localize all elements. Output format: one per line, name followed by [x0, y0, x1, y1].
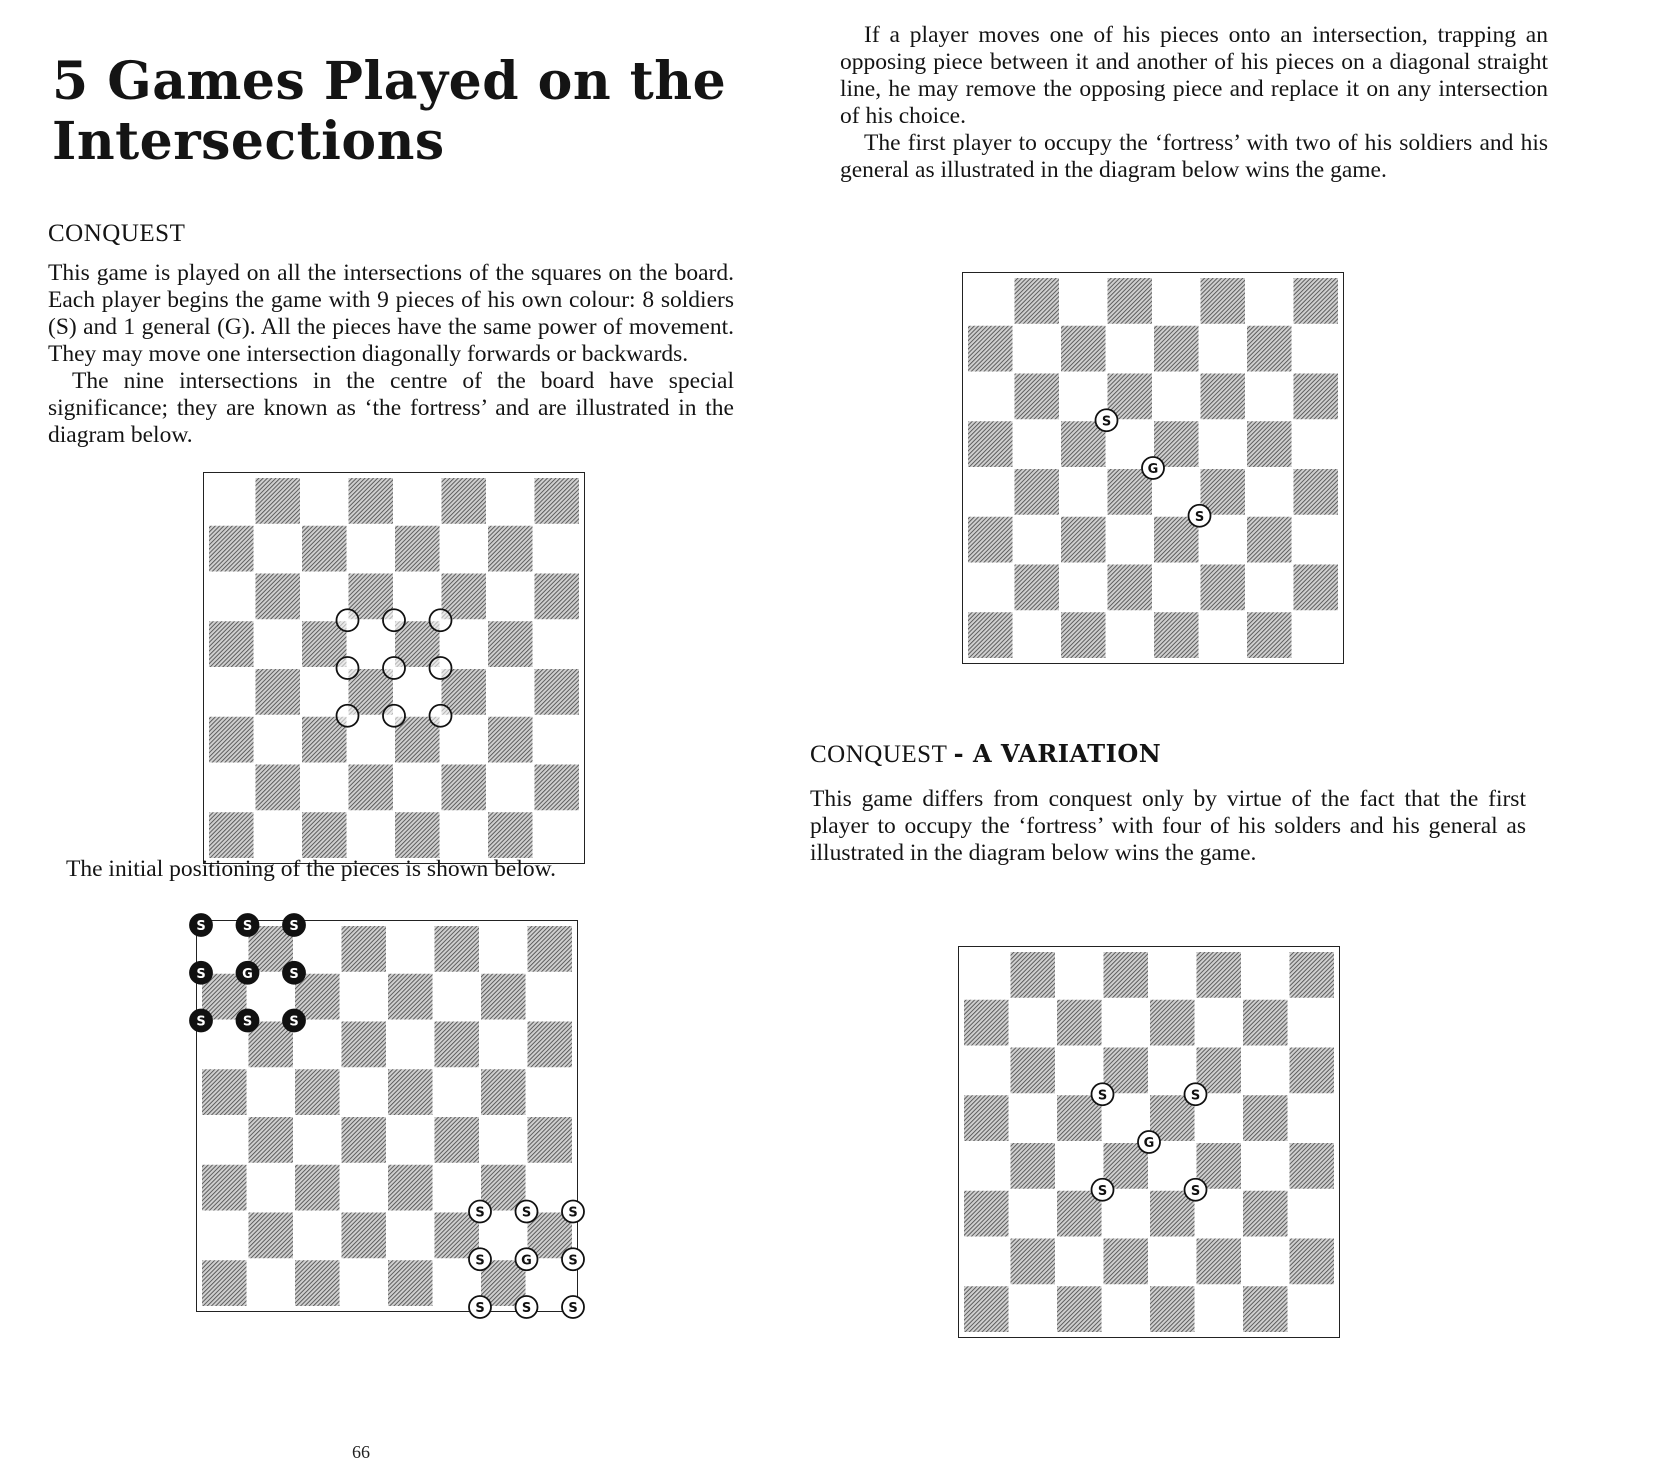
dark-square — [1015, 278, 1060, 324]
dark-square — [388, 1165, 433, 1211]
svg-text:S: S — [1190, 1088, 1201, 1104]
dark-square — [1011, 1048, 1056, 1094]
dark-square — [435, 1022, 480, 1068]
dark-square — [1057, 1286, 1102, 1332]
svg-text:S: S — [196, 966, 206, 982]
dark-square — [1015, 374, 1060, 420]
dark-square — [1061, 326, 1106, 372]
dark-square — [256, 765, 301, 811]
svg-text:S: S — [289, 1014, 299, 1030]
variation-rules-text — [810, 786, 1526, 867]
soldier-piece — [516, 1296, 538, 1318]
dark-square — [209, 621, 254, 667]
soldier-piece — [562, 1201, 584, 1223]
board-svg — [204, 473, 584, 863]
dark-square — [1011, 1239, 1056, 1285]
dark-square — [1243, 1095, 1288, 1141]
dark-square — [481, 1069, 526, 1115]
fortress-intersection-marker — [430, 609, 452, 631]
dark-square — [342, 1213, 387, 1259]
soldier-piece — [237, 914, 259, 936]
dark-square — [1015, 565, 1060, 611]
dark-square — [968, 326, 1013, 372]
dark-square — [1104, 952, 1149, 998]
dark-square — [256, 669, 301, 715]
svg-text:S: S — [196, 919, 206, 934]
svg-text:S: S — [242, 919, 253, 934]
caption-initial-position: The initial positioning of the pieces is shown below. — [66, 856, 556, 882]
dark-square — [1011, 952, 1056, 998]
dark-square — [968, 517, 1013, 563]
svg-text:S: S — [1097, 1088, 1108, 1104]
soldier-piece — [469, 1248, 491, 1270]
dark-square — [1201, 565, 1246, 611]
general-piece — [1142, 457, 1164, 479]
dark-square — [1057, 1000, 1102, 1046]
fortress-intersection-marker — [337, 657, 359, 679]
dark-square — [1201, 278, 1246, 324]
fortress-intersection-marker — [337, 609, 359, 631]
dark-square — [1201, 374, 1246, 420]
svg-text:S: S — [475, 1301, 485, 1316]
dark-square — [388, 974, 433, 1020]
dark-square — [442, 765, 487, 811]
paragraph-win-condition: The first player to occupy the ‘fortress’ with two of his soldiers and his general as illustrated in the diagram below wins the game. — [840, 130, 1548, 183]
dark-square — [1290, 1048, 1335, 1094]
dark-square — [1108, 278, 1153, 324]
chapter-title — [52, 52, 726, 172]
dark-square — [1294, 374, 1339, 420]
dark-square — [209, 526, 254, 572]
soldier-piece — [562, 1248, 584, 1270]
dark-square — [256, 478, 301, 524]
svg-text:S: S — [568, 1205, 578, 1221]
soldier-piece — [1092, 1179, 1114, 1201]
dark-square — [435, 926, 480, 972]
dark-square — [1290, 1143, 1335, 1189]
svg-text:S: S — [475, 1253, 485, 1269]
dark-square — [1154, 612, 1199, 658]
page-number: 66 — [352, 1442, 370, 1462]
svg-text:S: S — [521, 1301, 532, 1316]
dark-square — [202, 1260, 247, 1306]
dark-square — [302, 526, 347, 572]
section-heading-conquest: CONQUEST — [48, 220, 186, 247]
paragraph-fortress: The nine intersections in the centre of the board have special significance; they are known as ‘the fortress’ and are illustrated in the diagram below. — [48, 368, 734, 448]
dark-square — [481, 974, 526, 1020]
chapter-title-line-2: Intersections — [52, 111, 445, 172]
svg-text:S: S — [568, 1253, 578, 1269]
dark-square — [964, 1095, 1009, 1141]
fortress-intersection-marker — [383, 609, 405, 631]
dark-square — [395, 812, 440, 858]
dark-square — [1243, 1191, 1288, 1237]
svg-text:S: S — [1190, 1183, 1201, 1199]
dark-square — [1243, 1000, 1288, 1046]
dark-square — [968, 421, 1013, 467]
soldier-piece — [1189, 505, 1211, 527]
fortress-intersection-marker — [430, 657, 452, 679]
soldier-piece — [237, 1010, 259, 1032]
svg-text:S: S — [568, 1301, 578, 1316]
dark-square — [535, 669, 580, 715]
section-heading-main: CONQUEST — [810, 741, 947, 768]
dark-square — [295, 1260, 340, 1306]
soldier-piece — [1185, 1083, 1207, 1105]
soldier-piece — [1185, 1179, 1207, 1201]
dark-square — [1247, 517, 1292, 563]
dark-square — [1061, 612, 1106, 658]
dark-square — [442, 478, 487, 524]
dark-square — [1247, 612, 1292, 658]
soldier-piece — [469, 1296, 491, 1318]
dark-square — [342, 926, 387, 972]
dark-square — [1154, 326, 1199, 372]
svg-text:G: G — [242, 966, 253, 982]
dark-square — [395, 526, 440, 572]
section-heading-conquest-variation — [810, 740, 1161, 769]
dark-square — [488, 717, 533, 763]
dark-square — [249, 1213, 294, 1259]
diagram-fortress-win-board — [962, 272, 1344, 664]
fortress-intersection-marker — [430, 705, 452, 727]
dark-square — [295, 1165, 340, 1211]
dark-square — [1061, 517, 1106, 563]
dark-square — [209, 812, 254, 858]
dark-square — [1294, 565, 1339, 611]
dark-square — [295, 1069, 340, 1115]
dark-square — [1197, 952, 1242, 998]
svg-text:S: S — [242, 1014, 253, 1030]
paragraph-pieces-movement: This game is played on all the intersections of the squares on the board. Each player begins the game with 9 pieces of his own colour: 8 soldiers (S) and 1 general (G). All the pieces have the same power of movement. They may move one intersection diagonally forwards or backwards. — [48, 260, 734, 367]
board-svg — [196, 919, 578, 1316]
soldier-piece — [190, 1010, 212, 1032]
dark-square — [528, 1022, 573, 1068]
dark-square — [1294, 469, 1339, 515]
board-svg — [963, 273, 1343, 663]
soldier-piece — [516, 1201, 538, 1223]
dark-square — [968, 612, 1013, 658]
dark-square — [202, 1165, 247, 1211]
soldier-piece — [190, 962, 212, 984]
chapter-title-line-1: 5 Games Played on the — [52, 51, 727, 112]
fortress-intersection-marker — [337, 705, 359, 727]
dark-square — [535, 574, 580, 620]
soldier-piece — [1096, 409, 1118, 431]
svg-text:S: S — [289, 919, 299, 934]
soldier-piece — [190, 914, 212, 936]
capture-and-win-rules-text — [840, 22, 1548, 184]
soldier-piece — [1092, 1083, 1114, 1105]
dark-square — [1150, 1286, 1195, 1332]
svg-text:G: G — [521, 1253, 532, 1269]
section-heading-sub: - A VARIATION — [953, 739, 1162, 768]
fortress-intersection-marker — [383, 657, 405, 679]
svg-text:S: S — [475, 1205, 485, 1221]
svg-text:G: G — [1143, 1136, 1155, 1151]
dark-square — [528, 1117, 573, 1163]
svg-text:S: S — [521, 1205, 532, 1221]
dark-square — [1197, 1239, 1242, 1285]
dark-square — [1108, 565, 1153, 611]
dark-square — [209, 717, 254, 763]
soldier-piece — [283, 914, 305, 936]
svg-text:S: S — [289, 966, 299, 982]
right-page — [810, 0, 1680, 1452]
dark-square — [964, 1286, 1009, 1332]
dark-square — [1294, 278, 1339, 324]
conquest-rules-text — [48, 260, 734, 449]
dark-square — [349, 478, 394, 524]
dark-square — [528, 926, 573, 972]
general-piece — [516, 1248, 538, 1270]
dark-square — [964, 1000, 1009, 1046]
dark-square — [1015, 469, 1060, 515]
dark-square — [535, 765, 580, 811]
left-page — [0, 0, 840, 1462]
dark-square — [302, 812, 347, 858]
dark-square — [202, 1069, 247, 1115]
dark-square — [488, 526, 533, 572]
fortress-intersection-marker — [383, 705, 405, 727]
dark-square — [435, 1117, 480, 1163]
dark-square — [388, 1069, 433, 1115]
dark-square — [1290, 1239, 1335, 1285]
dark-square — [342, 1022, 387, 1068]
board-svg — [959, 947, 1339, 1337]
svg-text:S: S — [196, 1014, 206, 1030]
dark-square — [964, 1191, 1009, 1237]
dark-square — [1247, 326, 1292, 372]
general-piece — [237, 962, 259, 984]
dark-square — [488, 812, 533, 858]
dark-square — [488, 621, 533, 667]
dark-square — [1011, 1143, 1056, 1189]
dark-square — [342, 1117, 387, 1163]
dark-square — [1247, 421, 1292, 467]
dark-square — [535, 478, 580, 524]
dark-square — [249, 1117, 294, 1163]
soldier-piece — [562, 1296, 584, 1318]
svg-text:S: S — [1097, 1183, 1108, 1199]
dark-square — [1150, 1000, 1195, 1046]
svg-text:G: G — [1147, 462, 1159, 477]
dark-square — [388, 1260, 433, 1306]
soldier-piece — [469, 1201, 491, 1223]
dark-square — [1290, 952, 1335, 998]
paragraph-variation: This game differs from conquest only by virtue of the fact that the first player to occupy the ‘fortress’ with four of his solders and his general as illustrated in the diagram below wins the game. — [810, 786, 1526, 866]
soldier-piece — [283, 962, 305, 984]
svg-text:S: S — [1194, 509, 1205, 525]
diagram-variation-win-board — [958, 946, 1340, 1338]
paragraph-capture-rule: If a player moves one of his pieces onto an intersection, trapping an opposing piece between it and another of his pieces on a diagonal straight line, he may remove the opposing piece and replace it on any intersection of his choice. — [840, 22, 1548, 129]
general-piece — [1138, 1131, 1160, 1153]
dark-square — [1243, 1286, 1288, 1332]
dark-square — [1104, 1239, 1149, 1285]
dark-square — [256, 574, 301, 620]
soldier-piece — [283, 1010, 305, 1032]
dark-square — [349, 765, 394, 811]
diagram-initial-position-board — [196, 919, 578, 1316]
svg-text:S: S — [1101, 414, 1112, 430]
diagram-fortress-board — [203, 472, 585, 864]
